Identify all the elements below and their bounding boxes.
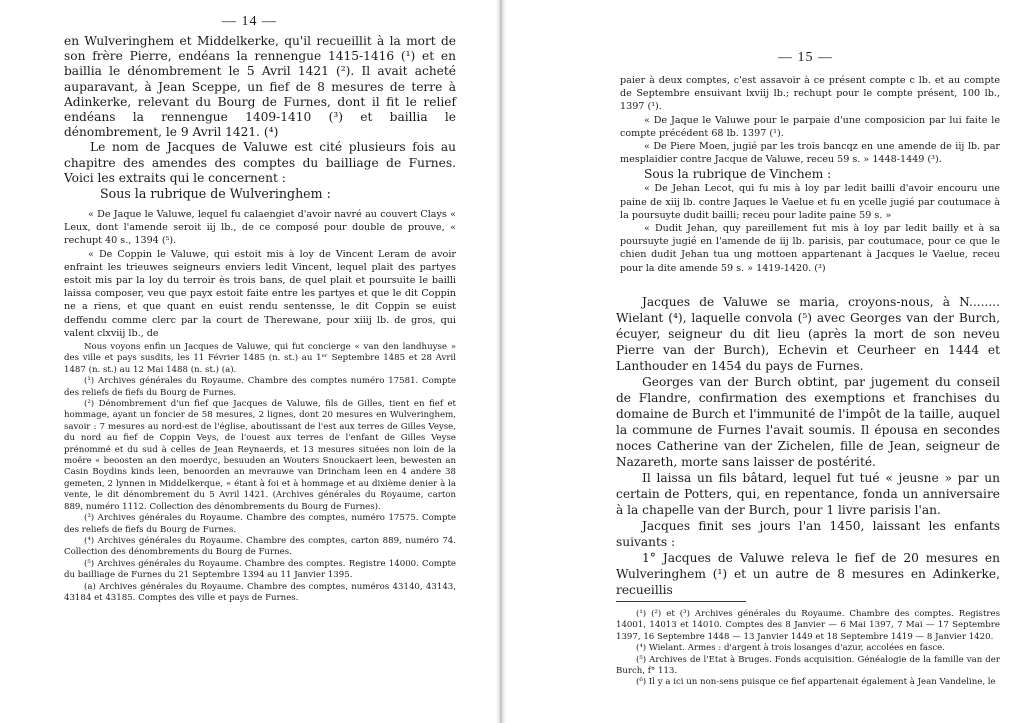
footnote-r5: (⁵) Archives de l'Etat à Bruges. Fonds acquisition. Généalogie de la famille van der Burch, f° 113.	[616, 654, 1000, 677]
quote-4: « De Piere Moen, jugié par les trois bancqz en une amende de iij lb. par mesplaidier contre Jacque de Valuwe, receu 59 s. » 1448-1449 (³).	[620, 141, 1000, 166]
right-paragraph-1: Jacques de Valuwe se maria, croyons-nous, à N........ Wielant (⁴), laquelle convola (⁵) avec Georges van der Burch, écuyer, seigneur du dit lieu (après la mort de son neveu Pierre van der Burch), Echevin et Ceurheer en 1444 et Lanthouder en 1454 du pays de Furnes.	[616, 295, 1000, 373]
footnote-3: (³) Archives générales du Royaume. Chambre des comptes, numéro 17575. Compte des reliefs de fiefs du Bourg de Furnes.	[64, 513, 456, 535]
right-body-text	[616, 294, 1000, 598]
right-paragraph-5: 1° Jacques de Valuwe releva le fief de 20 mesures en Wulveringhem (¹) et un autre de 8 mesures en Adinkerke, recueillis	[616, 551, 1000, 597]
quote-2: « De Coppin le Valuwe, qui estoit mis à loy de Vincent Leram de avoir enfraint les trieuwes seigneurs enviers ledit Vincent, lequel plait des partyes estoit mis par la loy du terroir ès trois bans, de quel plait et poursuite le bailli laissa composer, veu que payx estoit faite entre les partyes et que le dit Coppin ne a riens, et que quant en euist rendu sentensse, le dit Coppin se euist deffendu comme clerc par la court de Therewane, pour xiiij lb. de gros, qui valent clxviij lb., de	[64, 248, 456, 339]
rubric-vinchem: Sous la rubrique de Vinchem :	[644, 167, 832, 182]
footnote-2: (²) Dénombrement d'un fief que Jacques de Valuwe, fils de Gilles, tient en fief et hommage, ayant un foncier de 58 mesures, 2 lignes, dont 20 mesures en Wulveringhem, savoir : 7 mesures au nord-est de l'église, aboutissant de l'est aux terres de Gilles Veyse, du nord au fief de Coppin Veys, de l'ouest aux terres de l'enfant de Gilles Veyse prénommé et du sud à celles de Jean Reynaerds, et 13 mesures situées non loin de la moëre « beoosten an den moerdyc, besuuden an Wouters Snouckaert leen, bewesten an Casin Boydins kinds leen, benoorden an mevrauwe van Drincham leen en 4 andere 38 gemeten, 2 lynnen in Middelkerque, « étant à foi et à hommage et au dixième denier à la vente, le dit dénombrement du 5 Avril 1421. (Archives générales du Royaume, carton 889, numéro 1112. Collection des dénombrements du Bourg de Furnes).	[64, 399, 456, 512]
footnote-r4: (⁴) Wielant. Armes : d'argent à trois losanges d'azur, accolées en fasce.	[636, 643, 946, 654]
rubric-wulveringhem: Sous la rubrique de Wulveringhem :	[100, 186, 331, 202]
quote-6: « Dudit Jehan, quy pareillement fut mis à loy par ledit bailly et à sa poursuyte jugié en l'amende de iij lb. parisis, par coutumace, pour ce que le chien dudit Jehan tua ung mottoen appartenant à Jacques le Vaelue, receu pour la dite amende 59 s. » 1419-1420. (³)	[620, 223, 1000, 274]
quote-5: « De Jehan Lecot, qui fu mis à loy par ledit bailli d'avoir encouru une paine de xiij lb. contre Jaques le Vaelue et fu en ycelle jugié par coutumace à la poursuyte dudit bailli; receu pour ladite paine 59 s. »	[620, 183, 1000, 221]
right-quotes	[620, 74, 1000, 275]
left-body-text	[64, 34, 456, 201]
right-paragraph-4: Jacques finit ses jours l'an 1450, laissant les enfants suivants :	[616, 519, 1000, 549]
left-quotes	[64, 208, 456, 340]
footnote-4: (⁴) Archives générales du Royaume. Chambre des comptes, carton 889, numéro 74. Collection des dénombrements du Bourg de Furnes.	[64, 535, 456, 558]
quote-continuation: paier à deux comptes, c'est assavoir à ce présent compte c lb. et au compte de Septembre ensuivant lxviij lb.; rechupt pour le compte présent, 100 lb., 1397 (¹).	[620, 75, 1000, 113]
right-footnotes	[616, 594, 1000, 689]
footnote-r6: (⁶) Il y a ici un non-sens puisque ce fief appartenait également à Jean Vandeline, le	[636, 677, 996, 688]
footnote-a: (a) Archives générales du Royaume. Chambre des comptes, numéros 43140, 43143, 43184 et 43185. Comptes des ville et pays de Furnes.	[64, 581, 456, 603]
footnote-5: (⁵) Archives générales du Royaume. Chambre des comptes. Registre 14000. Compte du bailliage de Furnes du 21 Septembre 1394 au 11 Janvier 1395.	[64, 558, 456, 581]
right-paragraph-3: Il laissa un fils bâtard, lequel fut tué « jeusne » par un certain de Potters, qui, en repentance, fonda un anniversaire à la chapelle van der Burch, pour 1 livre parisis l'an.	[616, 471, 1000, 517]
page-number-left: — 14 —	[222, 14, 277, 29]
quote-1: « De Jaque le Valuwe, lequel fu calaengiet d'avoir navré au couvert Clays « Leux, dont l'amende seroit iij lb., de ce composé pour double de prouve, « rechupt 40 s., 1394 (⁵).	[64, 209, 456, 247]
quote-3: « De Jaque le Valuwe pour le parpaie d'une composicion par lui faite le compte précédent 68 lb. 1397 (¹).	[620, 114, 1000, 139]
note-intro: Nous voyons enfin un Jacques de Valuwe, qui fut concierge « van den landhuyse » des ville et pays susdits, les 11 Février 1485 (n. st.) au 1ᵉʳ Septembre 1485 et 28 Avril 1487 (n. st.) au 12 Mai 1488 (n. st.) (a).	[64, 342, 456, 375]
left-intro-paragraph: en Wulveringhem et Middelkerke, qu'il recueillit à la mort de son frère Pierre, endéans la rennengue 1415-1416 (¹) et en baillia le dénombrement le 5 Avril 1421 (²). Il avait acheté auparavant, à Jean Sceppe, un fief de 8 mesures de terre à Adinkerke, relevant du Bourg de Furnes, dont il fit le relief endéans la rennengue 1409-1410 (³) et baillia le dénombrement, le 9 Avril 1421. (⁴)	[64, 34, 456, 140]
footnote-1: (¹) Archives générales du Royaume. Chambre des comptes numéro 17581. Compte des reliefs de fiefs du Bourg de Furnes.	[64, 376, 456, 398]
left-footnotes	[64, 342, 456, 604]
footnote-r1: (¹) (²) et (³) Archives générales du Royaume. Chambre des comptes. Registres 14001, 14013 et 14010. Comptes des 8 Janvier — 6 Mai 1397, 7 Mai — 17 Septembre 1397, 16 Septembre 1448 — 13 Janvier 1449 et 18 Septembre 1419 — 8 Janvier 1420.	[616, 609, 1000, 642]
left-paragraph-2: Le nom de Jacques de Valuwe est cité plusieurs fois au chapitre des amendes des comptes du bailliage de Furnes. Voici les extraits qui le concernent :	[64, 140, 456, 185]
page-number-right: — 15 —	[778, 50, 833, 65]
right-paragraph-2: Georges van der Burch obtint, par jugement du conseil de Flandre, confirmation des exemptions et franchises du domaine de Burch et l'immunité de l'impôt de la taille, auquel la commune de Furnes l'avait soumis. Il épousa en secondes noces Catherine van der Zichelen, fille de Jean, seigneur de Nazareth, morte sans laisser de postérité.	[616, 375, 1000, 469]
footnote-separator	[616, 601, 746, 602]
